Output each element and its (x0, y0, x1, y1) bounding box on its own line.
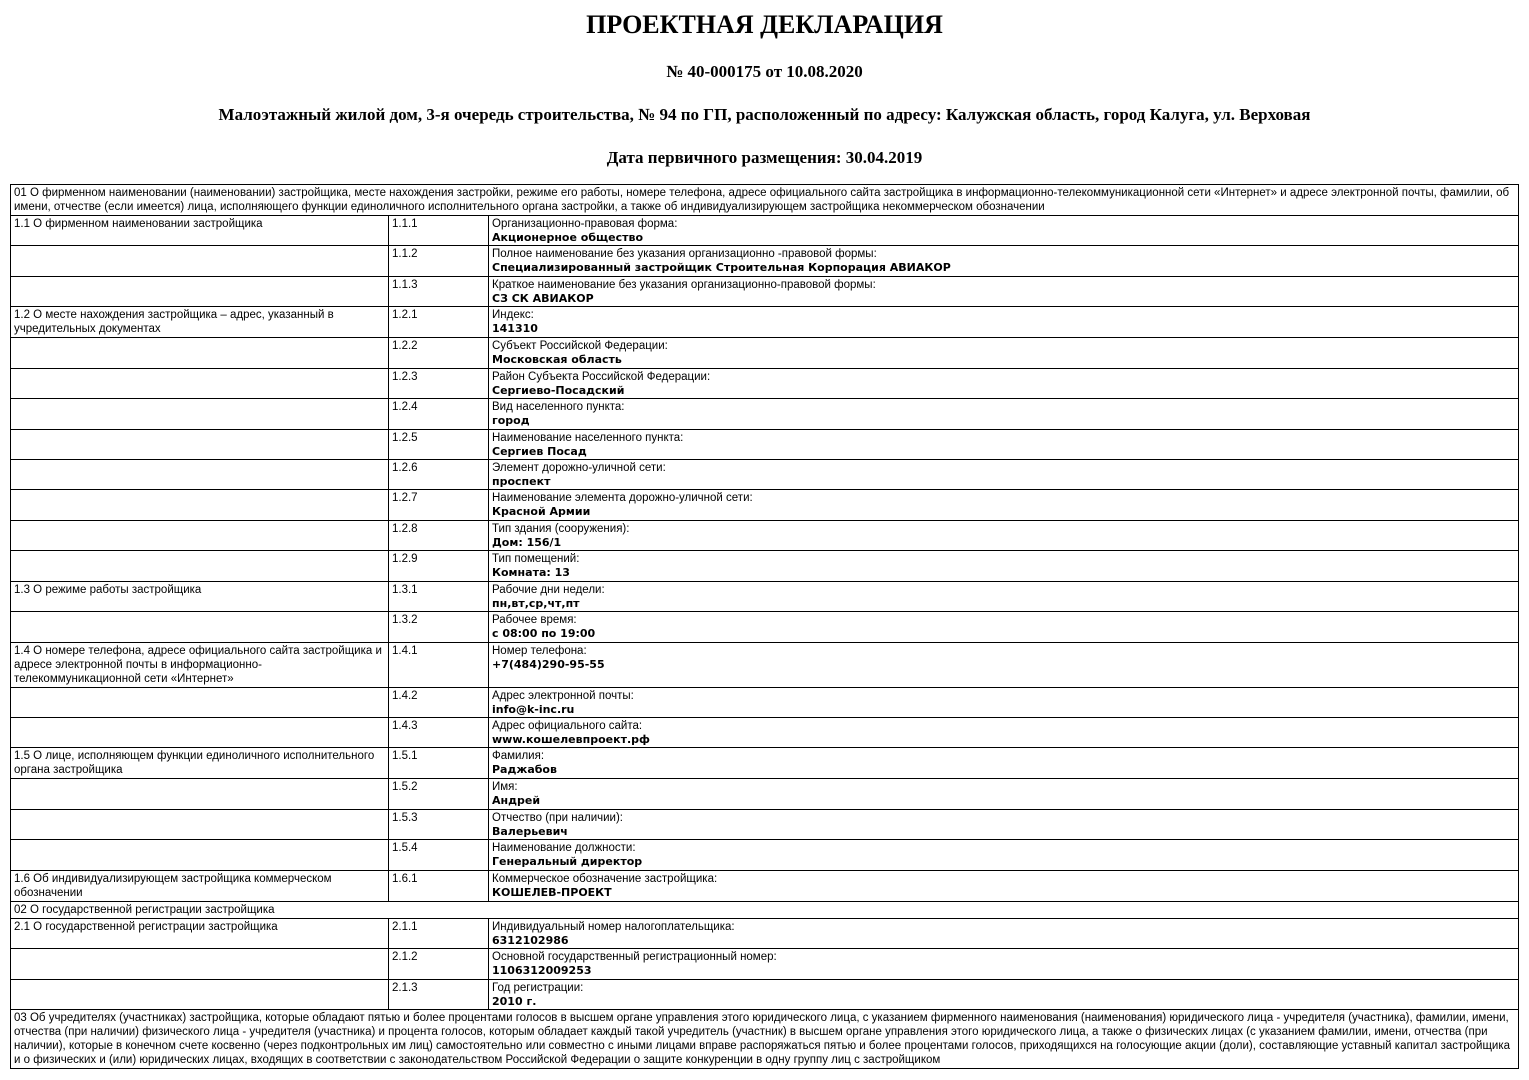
table-row (11, 581, 1519, 611)
row-code: 1.5.4 (389, 840, 489, 870)
row-field-cell (489, 551, 1519, 581)
section-header-row (11, 185, 1519, 216)
row-field-cell (489, 642, 1519, 687)
field-caption: Год регистрации: (492, 981, 584, 994)
row-label: 1.2 О месте нахождения застройщика – адрес, указанный в учредительных документах (11, 307, 389, 338)
row-label (11, 338, 389, 368)
field-caption: Организационно-правовая форма: (492, 218, 678, 231)
row-code: 1.1.1 (389, 216, 489, 246)
field-caption: Элемент дорожно-уличной сети: (492, 462, 666, 475)
row-field-cell (489, 779, 1519, 809)
field-value: Красной Армии (492, 505, 591, 519)
field-value: с 08:00 по 19:00 (492, 627, 596, 641)
row-field-cell (489, 216, 1519, 246)
row-field-cell (489, 399, 1519, 429)
field-value: Дом: 156/1 (492, 535, 562, 549)
table-row (11, 338, 1519, 368)
row-code: 2.1.2 (389, 949, 489, 979)
row-code: 1.2.5 (389, 429, 489, 459)
row-label: 1.1 О фирменном наименовании застройщика (11, 216, 389, 246)
field-caption: Краткое наименование без указания организационно-правовой формы: (492, 278, 876, 291)
row-code: 1.1.2 (389, 246, 489, 276)
section-header-row (11, 1010, 1519, 1069)
field-value: Московская область (492, 353, 622, 367)
declaration-table (10, 184, 1519, 1069)
row-field-cell (489, 979, 1519, 1009)
field-caption: Номер телефона: (492, 644, 587, 657)
field-value: пн,вт,ср,чт,пт (492, 596, 580, 610)
declaration-number: № 40-000175 от 10.08.2020 (666, 62, 863, 81)
row-label (11, 612, 389, 642)
field-value: Специализированный застройщик Строительная Корпорация АВИАКОР (492, 261, 951, 275)
row-code: 2.1.3 (389, 979, 489, 1009)
table-row (11, 918, 1519, 948)
row-label (11, 840, 389, 870)
field-caption: Рабочие дни недели: (492, 583, 605, 596)
field-caption: Индивидуальный номер налогоплательщика: (492, 920, 735, 933)
table-row (11, 949, 1519, 979)
field-value: КОШЕЛЕВ-ПРОЕКТ (492, 885, 612, 899)
table-row (11, 779, 1519, 809)
row-code: 1.2.8 (389, 520, 489, 550)
table-row (11, 870, 1519, 901)
table-row (11, 429, 1519, 459)
row-field-cell (489, 429, 1519, 459)
row-code: 1.4.2 (389, 687, 489, 717)
row-label (11, 368, 389, 398)
row-code: 1.3.1 (389, 581, 489, 611)
field-value: Раджабов (492, 763, 557, 777)
row-field-cell (489, 870, 1519, 901)
section-header-text: 01 О фирменном наименовании (наименовании) застройщика, месте нахождения застройки, режиме его работы, номере телефона, адресе официального сайта застройщика в информационно-телекоммуникационной сети «Интернет» и адресе электронной почты, фамилии, об имени, отчестве (если имеется) лица, исполняющего функции единоличного исполнительного органа застройки, а также об индивидуализирующем застройщика некоммерческом обозначении (11, 185, 1519, 216)
field-caption: Индекс: (492, 309, 534, 322)
field-caption: Тип помещений: (492, 553, 580, 566)
field-caption: Наименование элемента дорожно-уличной сети: (492, 492, 753, 505)
row-label (11, 687, 389, 717)
row-code: 2.1.1 (389, 918, 489, 948)
project-address: Малоэтажный жилой дом, 3-я очередь строительства, № 94 по ГП, расположенный по адресу: Калужская область, город Калуга, ул. Верховая (218, 105, 1311, 124)
field-caption: Адрес электронной почты: (492, 689, 634, 702)
row-field-cell (489, 338, 1519, 368)
table-row (11, 687, 1519, 717)
table-row (11, 246, 1519, 276)
table-row (11, 307, 1519, 338)
row-code: 1.5.2 (389, 779, 489, 809)
field-caption: Фамилия: (492, 750, 545, 763)
field-value: Андрей (492, 794, 541, 808)
document-title: ПРОЕКТНАЯ ДЕКЛАРАЦИЯ (586, 10, 943, 39)
field-caption: Район Субъекта Российской Федерации: (492, 370, 711, 383)
row-label: 2.1 О государственной регистрации застройщика (11, 918, 389, 948)
row-code: 1.5.1 (389, 748, 489, 779)
section-header-row (11, 901, 1519, 918)
table-row (11, 612, 1519, 642)
field-value: info@k-inc.ru (492, 702, 575, 716)
table-row (11, 216, 1519, 246)
row-label (11, 429, 389, 459)
field-value: Генеральный директор (492, 855, 643, 869)
field-value: город (492, 414, 530, 428)
row-code: 1.4.3 (389, 718, 489, 748)
field-caption: Отчество (при наличии): (492, 811, 624, 824)
section-header-text: 03 Об учредителях (участниках) застройщика, которые обладают пятью и более процентами голосов в высшем органе управления этого юридического лица, с указанием фирменного наименования (наименования) юридического лица - учредителя (участника), фамилии, имени, отчества (при наличии) физического лица - учредителя (участника) и процента голосов, которым обладает каждый такой учредитель (участник) в высшем органе управления этого юридического лица, а также о физических лицах (с указанием фамилии, имени, отчества (при наличии), которые в конечном счете косвенно (через подконтрольных им лиц) самостоятельно или совместно с иными лицами вправе распоряжаться пятью и более процентами голосов, приходящихся на голосующие акции (доли), составляющие уставный капитал застройщика и о физических и (или) юридических лицах, входящих в соответствии с законодательством Российской Федерации о защите конкуренции в одну группу лиц с застройщиком (11, 1010, 1519, 1069)
row-label (11, 809, 389, 839)
row-field-cell (489, 307, 1519, 338)
field-value: 1106312009253 (492, 964, 592, 978)
table-row (11, 399, 1519, 429)
field-caption: Имя: (492, 781, 518, 794)
table-row (11, 748, 1519, 779)
table-row (11, 490, 1519, 520)
field-value: Сергиев Посад (492, 444, 587, 458)
table-row (11, 979, 1519, 1009)
row-code: 1.2.7 (389, 490, 489, 520)
field-caption: Наименование населенного пункта: (492, 431, 684, 444)
row-code: 1.5.3 (389, 809, 489, 839)
row-field-cell (489, 840, 1519, 870)
field-value: 6312102986 (492, 933, 569, 947)
row-code: 1.2.2 (389, 338, 489, 368)
table-row (11, 718, 1519, 748)
field-caption: Рабочее время: (492, 614, 577, 627)
row-code: 1.2.6 (389, 460, 489, 490)
field-value: 141310 (492, 322, 538, 336)
row-code: 1.6.1 (389, 870, 489, 901)
table-row (11, 551, 1519, 581)
placement-date: Дата первичного размещения: 30.04.2019 (606, 148, 923, 167)
field-value: СЗ СК АВИАКОР (492, 291, 594, 305)
field-caption: Вид населенного пункта: (492, 401, 625, 414)
row-label (11, 779, 389, 809)
row-label (11, 979, 389, 1009)
field-caption: Тип здания (сооружения): (492, 522, 630, 535)
row-field-cell (489, 748, 1519, 779)
field-caption: Адрес официального сайта: (492, 720, 643, 733)
row-label (11, 246, 389, 276)
field-value: Валерьевич (492, 824, 568, 838)
field-caption: Наименование должности: (492, 842, 636, 855)
table-row (11, 642, 1519, 687)
field-value: +7(484)290-95-55 (492, 657, 605, 671)
row-label: 1.4 О номере телефона, адресе официального сайта застройщика и адресе электронной почты в информационно-телекоммуникационной сети «Интернет» (11, 642, 389, 687)
row-code: 1.2.4 (389, 399, 489, 429)
field-caption: Коммерческое обозначение застройщика: (492, 872, 718, 885)
row-label (11, 718, 389, 748)
row-code: 1.4.1 (389, 642, 489, 687)
table-row (11, 460, 1519, 490)
row-label (11, 460, 389, 490)
row-code: 1.2.3 (389, 368, 489, 398)
row-field-cell (489, 520, 1519, 550)
section-header-text: 02 О государственной регистрации застройщика (11, 901, 1519, 918)
row-label (11, 490, 389, 520)
row-field-cell (489, 460, 1519, 490)
row-field-cell (489, 918, 1519, 948)
row-field-cell (489, 490, 1519, 520)
table-row (11, 840, 1519, 870)
field-caption: Полное наименование без указания организационно -правовой формы: (492, 248, 877, 261)
row-label (11, 276, 389, 306)
table-row (11, 520, 1519, 550)
field-value: Сергиево-Посадский (492, 383, 625, 397)
row-label (11, 551, 389, 581)
row-field-cell (489, 612, 1519, 642)
row-label (11, 949, 389, 979)
field-value: Акционерное общество (492, 231, 644, 245)
row-field-cell (489, 809, 1519, 839)
field-value: Комната: 13 (492, 566, 570, 580)
table-row (11, 809, 1519, 839)
row-label (11, 520, 389, 550)
row-label: 1.5 О лице, исполняющем функции единоличного исполнительного органа застройщика (11, 748, 389, 779)
row-label: 1.6 Об индивидуализирующем застройщика коммерческом обозначении (11, 870, 389, 901)
row-code: 1.1.3 (389, 276, 489, 306)
row-code: 1.3.2 (389, 612, 489, 642)
field-caption: Субъект Российской Федерации: (492, 340, 668, 353)
row-field-cell (489, 368, 1519, 398)
field-value: проспект (492, 475, 551, 489)
row-field-cell (489, 581, 1519, 611)
field-value: 2010 г. (492, 994, 537, 1008)
row-field-cell (489, 276, 1519, 306)
row-label: 1.3 О режиме работы застройщика (11, 581, 389, 611)
row-label (11, 399, 389, 429)
row-field-cell (489, 949, 1519, 979)
row-field-cell (489, 718, 1519, 748)
row-code: 1.2.9 (389, 551, 489, 581)
table-row (11, 368, 1519, 398)
field-value: www.кошелевпроект.рф (492, 733, 650, 747)
field-caption: Основной государственный регистрационный номер: (492, 951, 777, 964)
table-row (11, 276, 1519, 306)
row-code: 1.2.1 (389, 307, 489, 338)
row-field-cell (489, 246, 1519, 276)
row-field-cell (489, 687, 1519, 717)
